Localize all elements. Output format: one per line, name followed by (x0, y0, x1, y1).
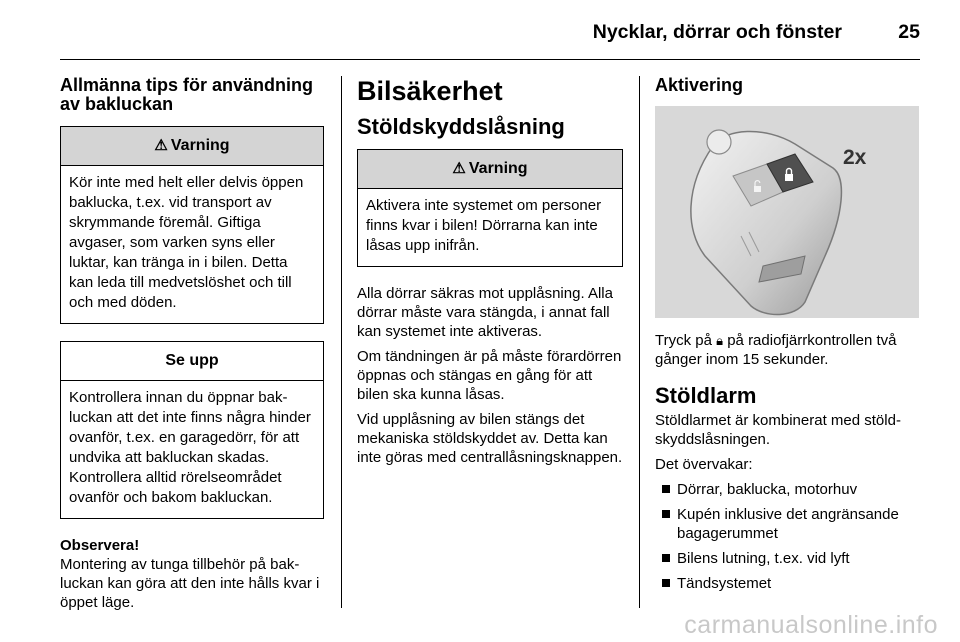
column-left (60, 76, 324, 618)
column-divider-1 (341, 76, 342, 608)
column-right (655, 76, 920, 599)
warning-box-body: Aktivera inte systemet om personer finns kvar i bilen! Dörrarna kan inte låsas upp inifrån. (366, 197, 602, 254)
warning-title: Varning (468, 160, 528, 177)
monitored-items-list (655, 480, 920, 593)
note-title: Observera! (60, 537, 140, 554)
padlock-icon: 🔒︎ (716, 333, 724, 348)
warning-title: Varning (170, 137, 230, 154)
bullet-square-icon (662, 579, 670, 587)
paragraph: Alla dörrar säkras mot upplåsning. Alla dörrar måste vara stängda, i annat fall kan systemet inte aktiveras. (357, 285, 613, 340)
chapter-heading: Bilsäkerhet (357, 76, 503, 106)
warning-triangle-icon: ⚠ (452, 160, 466, 177)
warning-box-body: Kör inte med helt eller delvis öppen baklucka, t.ex. vid transport av skrymmande föremål. Giftiga avgaser, som varken syns eller luktar, kan tränga in i bilen. Detta kan leda till medvetslöshet och till och med döden. (69, 174, 304, 311)
warning-box-header (358, 150, 622, 189)
paragraph: Om tändningen är på måste förardörren öppnas och stängas en gång för att bilen ska kunna låsas. (357, 348, 622, 403)
list-item: Kupén inklusive det angränsande bagagerummet (655, 505, 920, 543)
section-heading-theft-alarm: Stöldlarm (655, 383, 757, 408)
warning-box-header (61, 127, 323, 166)
key-fob-photo (655, 106, 919, 318)
instruction-text-after: på radiofjärrkontrollen två gånger inom 15 sekunder. (655, 332, 897, 368)
bullet-square-icon (662, 554, 670, 562)
list-item: Tändsystemet (655, 574, 920, 593)
list-item: Dörrar, baklucka, motorhuv (655, 480, 920, 499)
running-header-title: Nycklar, dörrar och fönster (592, 21, 842, 43)
column-divider-2 (639, 76, 640, 608)
paragraph: Vid upplåsning av bilen stängs det mekaniska stöldskyddet av. Detta kan inte göras med centrallåsningsknappen. (357, 411, 623, 466)
note-body: Montering av tunga tillbehör på bakluckan kan göra att den inte hålls kvar i öppet läge. (60, 556, 320, 611)
section-heading-tailgate-tips: Allmänna tips för användning av bakluckan (60, 75, 314, 114)
page-number: 25 (898, 21, 920, 43)
caution-box (60, 341, 324, 519)
bullet-square-icon (662, 485, 670, 493)
section-heading-activation: Aktivering (655, 75, 744, 95)
warning-box (357, 149, 623, 267)
column-middle (357, 76, 623, 473)
warning-triangle-icon: ⚠ (154, 137, 168, 154)
section-heading-anti-theft-locking: Stöldskyddslåsning (357, 114, 565, 139)
header-rule (60, 59, 920, 60)
instruction-text-before: Tryck på (655, 332, 717, 349)
caution-box-body: Kontrollera innan du öppnar bakluckan att det inte finns några hinder ovanför, t.ex. en garagedörr, för att undvika att bakluckan skadas. Kontrollera alltid rörelseområdet ovanför och bakom bakluckan. (69, 389, 311, 506)
watermark: carmanualsonline.info (684, 611, 938, 639)
key-fob-illustration (655, 106, 919, 318)
caution-box-header: Se upp (61, 342, 323, 381)
list-item: Bilens lutning, t.ex. vid lyft (655, 549, 920, 568)
instruction-paragraph (655, 331, 920, 369)
monitors-label: Det övervakar: (655, 456, 753, 473)
press-count-label: 2x (843, 146, 867, 169)
warning-box (60, 126, 324, 324)
alarm-intro: Stöldlarmet är kombinerat med stöldskyddslåsningen. (655, 412, 901, 448)
bullet-square-icon (662, 510, 670, 518)
